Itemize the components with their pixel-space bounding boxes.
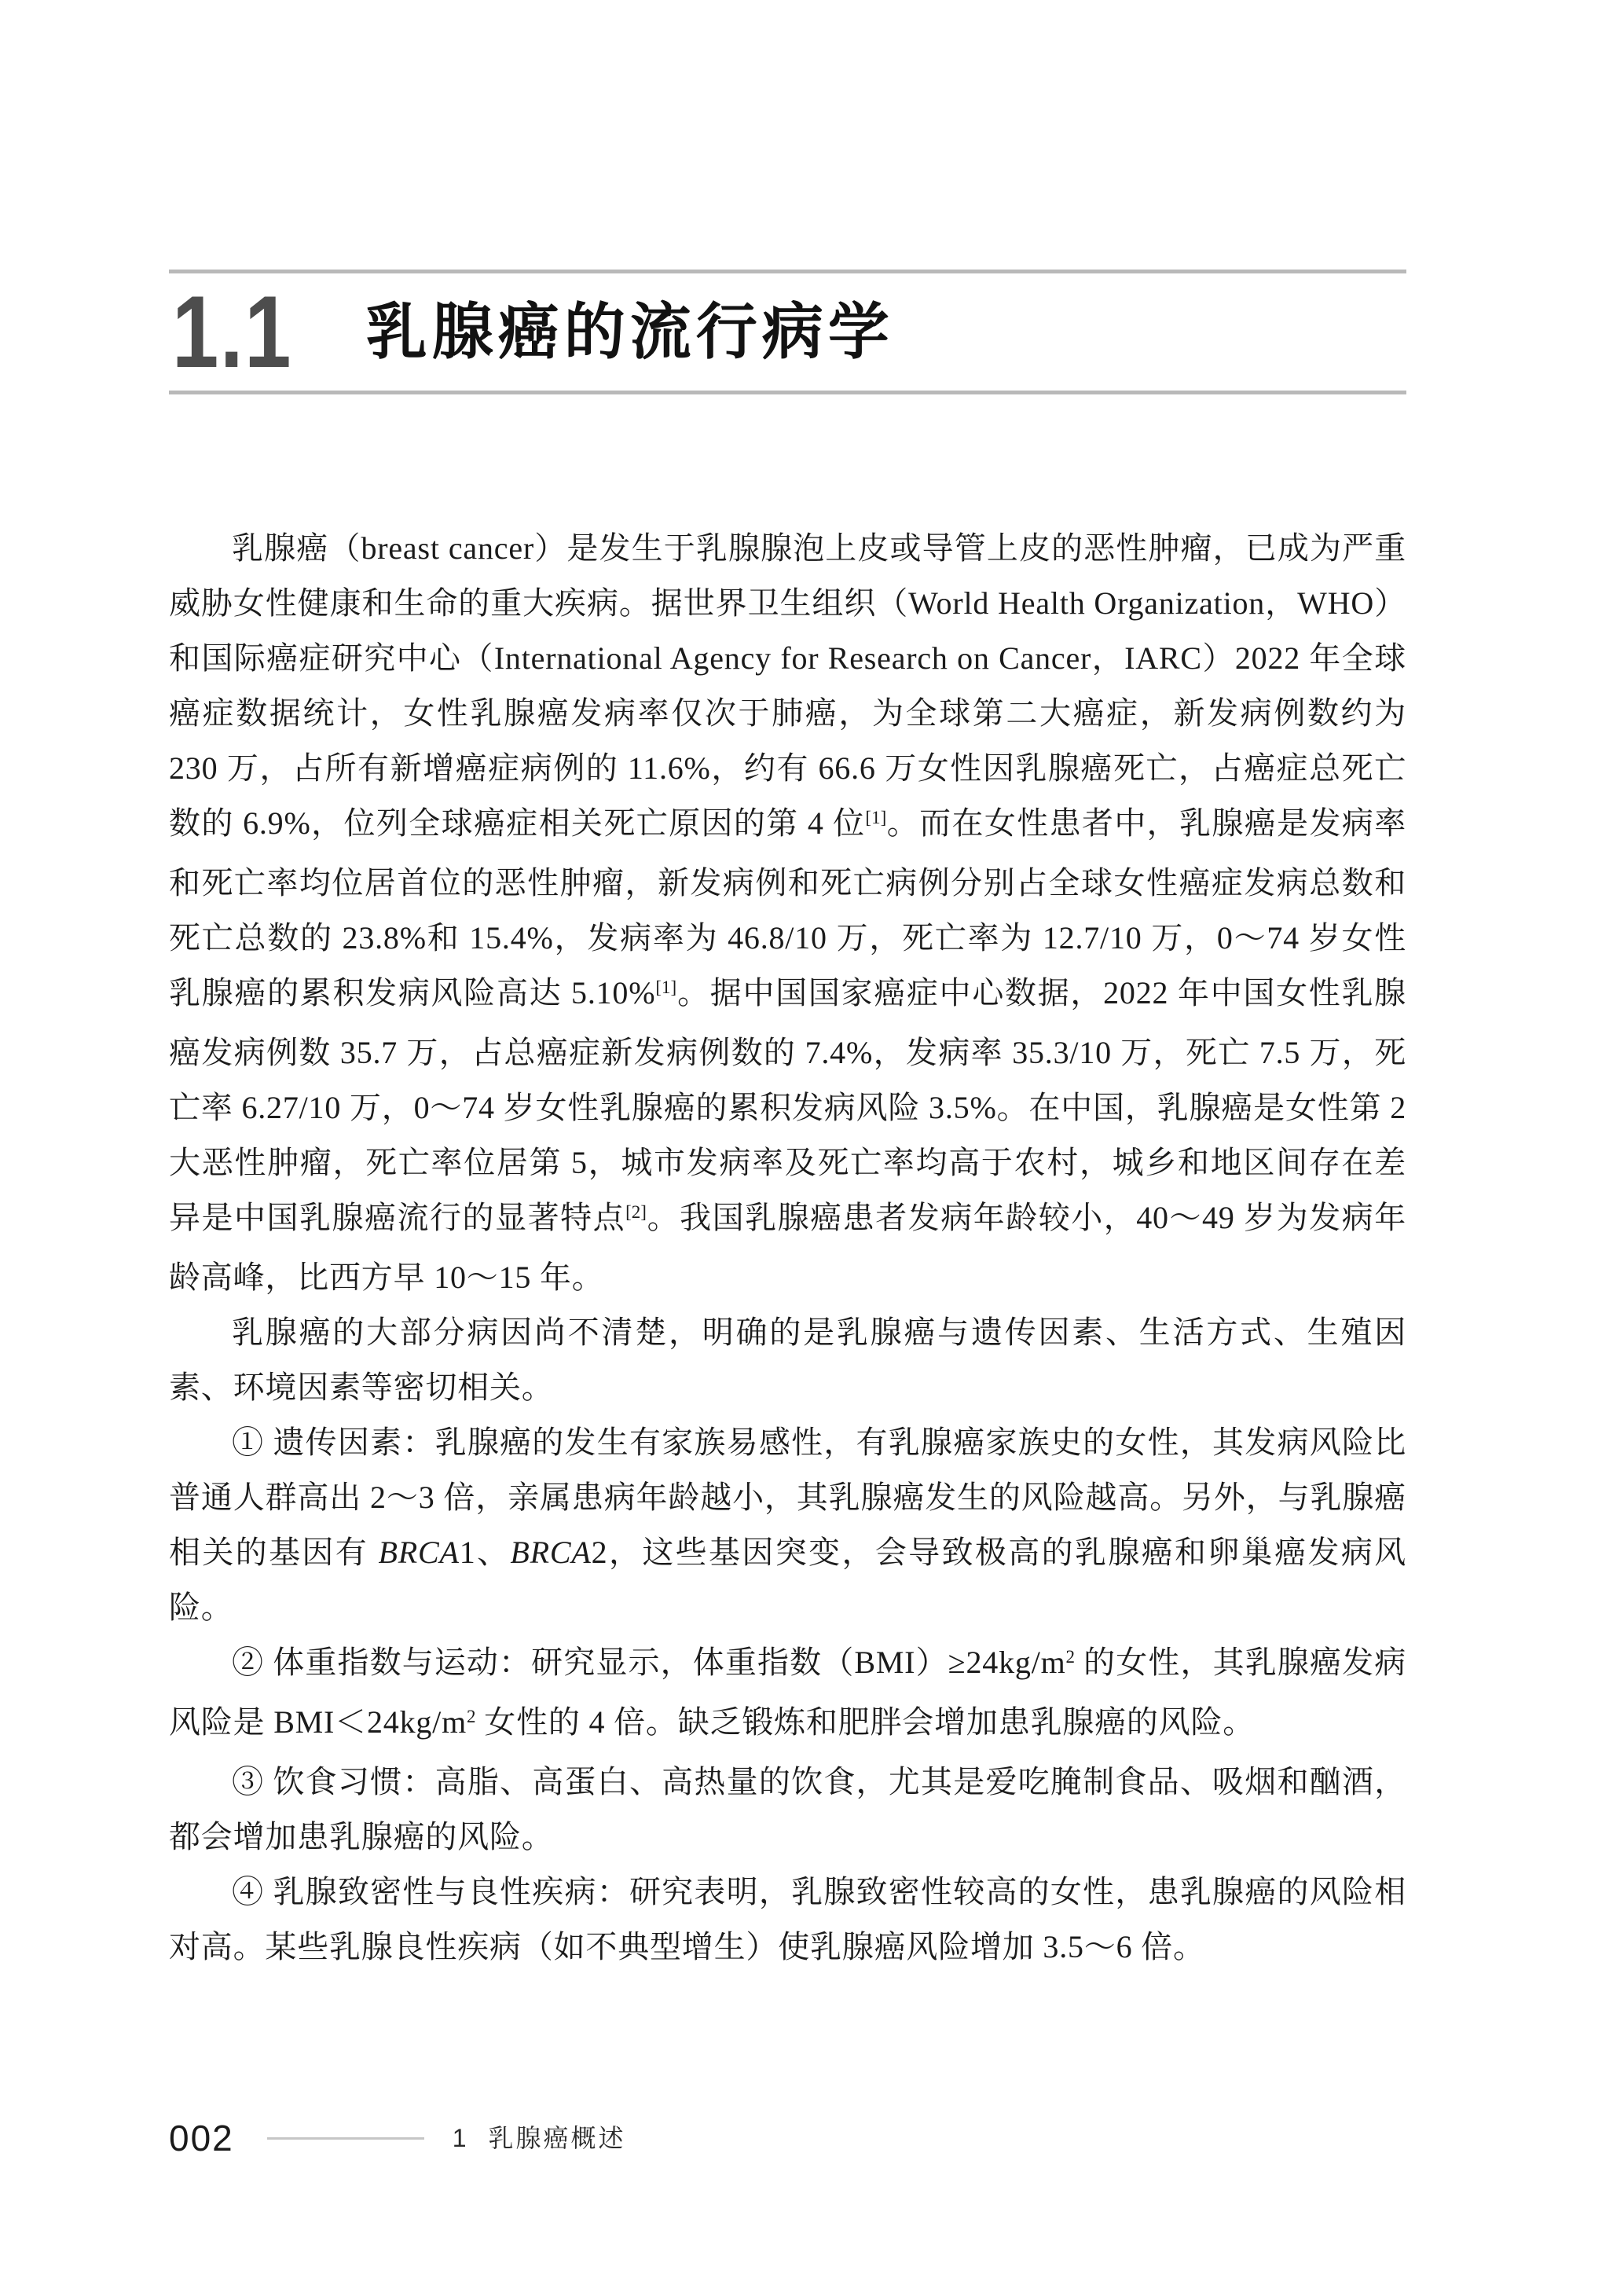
paragraph xyxy=(169,1415,1406,1635)
paragraph xyxy=(169,1635,1406,1755)
body-text xyxy=(169,521,1406,1975)
gene-name: BRCA xyxy=(378,1535,460,1570)
superscript-reference: [1] xyxy=(655,977,677,998)
text-run: 。而在女性患者中，乳腺癌是发病率和死亡率均位居首位的恶性肿瘤，新发病例和死亡病例分别占全球女性癌症发病总数和死亡总数的 23.8%和 15.4%，发病率为 46.8/10 万，死亡率为 12.7/10 万，0～74 岁女性乳腺癌的累积发病风险高达 5.10% xyxy=(169,805,1406,1010)
superscript-reference: 2 xyxy=(1065,1647,1076,1667)
text-run: ① 遗传因素：乳腺癌的发生有家族易感性，有乳腺癌家族史的女性，其发病风险比普通人群高出 2～3 倍，亲属患病年龄越小，其乳腺癌发生的风险越高。另外，与乳腺癌相关的基因有 xyxy=(169,1425,1406,1570)
text-run: 的女性，其乳腺癌发病风险是 BMI＜24kg/m xyxy=(169,1645,1406,1740)
superscript-reference: [2] xyxy=(625,1202,647,1223)
superscript-reference: 2 xyxy=(467,1707,476,1727)
superscript-reference: [1] xyxy=(865,808,887,828)
section-header xyxy=(169,270,1406,394)
section-title: 乳腺癌的流行病学 xyxy=(365,297,894,366)
text-run: 1、 xyxy=(459,1535,511,1570)
text-run: ③ 饮食习惯：高脂、高蛋白、高热量的饮食，尤其是爱吃腌制食品、吸烟和酗酒，都会增加患乳腺癌的风险。 xyxy=(169,1764,1406,1854)
text-run: 乳腺癌（breast cancer）是发生于乳腺腺泡上皮或导管上皮的恶性肿瘤，已成为严重威胁女性健康和生命的重大疾病。据世界卫生组织（World Health Organization，WHO）和国际癌症研究中心（International Agency for Research on Cancer，IARC）2022 年全球癌症数据统计，女性乳腺癌发病率仅次于肺癌，为全球第二大癌症，新发病例数约为 230 万，占所有新增癌症病例的 11.6%，约有 66.6 万女性因乳腺癌死亡，占癌症总死亡数的 6.9%，位列全球癌症相关死亡原因的第 4 位 xyxy=(169,530,1406,841)
chapter-number: 1 xyxy=(452,2124,467,2152)
text-run: 乳腺癌的大部分病因尚不清楚，明确的是乳腺癌与遗传因素、生活方式、生殖因素、环境因素等密切相关。 xyxy=(169,1315,1406,1405)
page-number: 002 xyxy=(169,2118,234,2158)
text-run: 。据中国国家癌症中心数据，2022 年中国女性乳腺癌发病例数 35.7 万，占总癌症新发病例数的 7.4%，发病率 35.3/10 万，死亡 7.5 万，死亡率 6.27/10 万，0～74 岁女性乳腺癌的累积发病风险 3.5%。在中国，乳腺癌是女性第 2 大恶性肿瘤，死亡率位居第 5，城市发病率及死亡率均高于农村，城乡和地区间存在差异是中国乳腺癌流行的显著特点 xyxy=(169,975,1406,1235)
paragraph xyxy=(169,1305,1406,1415)
footer-rule xyxy=(267,2137,424,2140)
paragraph xyxy=(169,521,1406,1305)
page-footer xyxy=(169,2120,626,2156)
text-run: ④ 乳腺致密性与良性疾病：研究表明，乳腺致密性较高的女性，患乳腺癌的风险相对高。某些乳腺良性疾病（如不典型增生）使乳腺癌风险增加 3.5～6 倍。 xyxy=(169,1874,1406,1964)
text-run: ② 体重指数与运动：研究显示，体重指数（BMI）≥24kg/m xyxy=(232,1645,1066,1680)
paragraph xyxy=(169,1865,1406,1975)
text-run: 女性的 4 倍。缺乏锻炼和肥胖会增加患乳腺癌的风险。 xyxy=(475,1704,1256,1740)
chapter-title: 乳腺癌概述 xyxy=(488,2124,626,2152)
gene-name: BRCA xyxy=(510,1535,592,1570)
section-number: 1.1 xyxy=(172,273,293,389)
text-run: 。我国乳腺癌患者发病年龄较小，40～49 岁为发病年龄高峰，比西方早 10～15 年。 xyxy=(169,1200,1406,1295)
text-run: 2，这些基因突变，会导致极高的乳腺癌和卵巢癌发病风险。 xyxy=(169,1535,1406,1625)
paragraph xyxy=(169,1755,1406,1865)
